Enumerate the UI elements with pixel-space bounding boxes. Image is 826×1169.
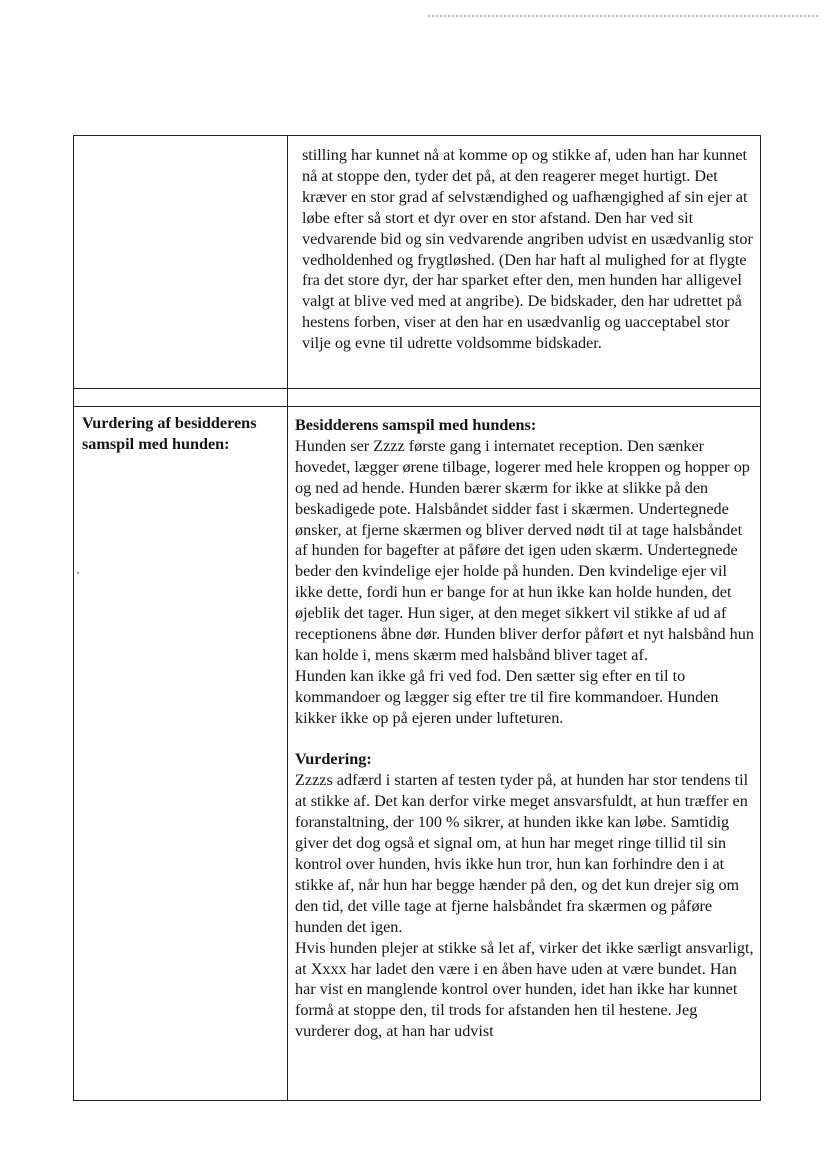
assessment-paragraph: Zzzzs adfærd i starten af testen tyder på, at hunden har stor tendens til at stikke af. Det kan derfor virke meget ansvarsfuldt, at hun træffer en foranstaltning, der 100 % sikrer, at hunden ikke kan løbe. Samtidig giver det dog også et signal om, at hun har meget ringe tillid til sin kontrol over hunden, hvis ikke hun tror, hun kan forhindre den i at stikke af, når hun har begge hænder på den, og det kun drejer sig om den tid, det ville tage at fjerne halsbåndet fra skærmen og påføre hunden det igen. bbox=[295, 771, 749, 936]
assessment-paragraph: Hvis hunden plejer at stikke så let af, virker det ikke særligt ansvarligt, at Xxxx har ladet den være i en åben have uden at være bundet. Han har vist en manglende kontrol over hunden, idet han ikke har kunnet formå at stoppe den, til trods for afstanden hen til hestene. Jeg vurderer dog, at han har udvist bbox=[295, 938, 754, 1041]
row-divider bbox=[74, 388, 760, 389]
scan-artifact-line bbox=[428, 15, 818, 17]
row-divider bbox=[74, 406, 760, 407]
paragraph-spacer bbox=[295, 729, 755, 750]
interaction-paragraph: Hunden ser Zzzz første gang i internatet reception. Den sænker hovedet, lægger ørene tilbage, logerer med hele kroppen og hopper op og ned ad hende. Hunden bærer skærm for ikke at slikke på den beskadigede pote. Halsbåndet sidder fast i skærmen. Undertegnede ønsker, at fjerne skærmen og bliver derved nødt til at tage halsbåndet af hunden for bagefter at påføre det igen uden skærm. Undertegnede beder den kvindelige ejer holde på hunden. Den kvindelige ejer vil ikke dette, fordi hun er bange for at hun ikke kan holde hunden, det øjeblik det tager. Hun siger, at den meget sikkert vil stikke af ud af receptionens åbne dør. Hunden bliver derfor påført et nyt halsbånd hun kan holde i, mens skærm med halsbånd bliver taget af. bbox=[295, 436, 754, 664]
column-divider bbox=[287, 136, 288, 1100]
assessment-table bbox=[73, 135, 761, 1101]
section-heading-interaction: Besidderens samspil med hundens: bbox=[295, 416, 537, 434]
section-heading-assessment: Vurdering: bbox=[295, 750, 372, 769]
continued-assessment-text: stilling har kunnet nå at komme op og stikke af, uden han har kunnet nå at stoppe den, tyder det på, at den reagerer meget hurtigt. Det kræver en stor grad af selvstændighed og uafhængighed af sin ejer at løbe efter så stort et dyr over en stor afstand. Den har ved sit vedvarende bid og sin vedvarende angriben udvist en usædvanlig stor vedholdenhed og frygtløshed. (Den har haft al mulighed for at flygte fra det store dyr, der har sparket efter den, men hunden har alligevel valgt at blive ved med at angribe). De bidskader, den har udrettet på hestens forben, viser at den har en usædvanlig og uacceptabel stor vilje og evne til udrette voldsomme bidskader. bbox=[302, 146, 753, 353]
row-label: Vurdering af besidderens samspil med hunden: bbox=[82, 414, 257, 453]
interaction-paragraph: Hunden kan ikke gå fri ved fod. Den sætter sig efter en til to kommandoer og lægger sig efter tre til fire kommandoer. Hunden kikker ikke op på ejeren under lufteturen. bbox=[295, 666, 719, 727]
owner-interaction-cell bbox=[295, 415, 755, 1042]
scan-speck bbox=[77, 572, 79, 574]
